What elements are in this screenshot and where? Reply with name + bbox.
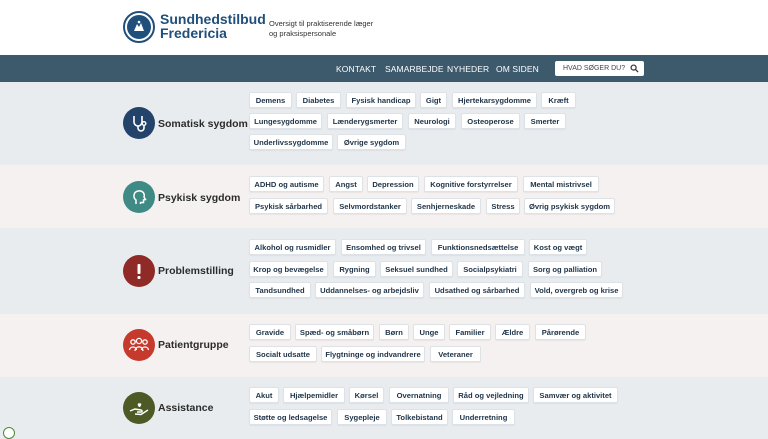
tag-button[interactable]: Kost og vægt [529,239,587,255]
tag-button[interactable]: Rygning [333,261,376,277]
search-input[interactable] [555,61,644,76]
tag-button[interactable]: Pårørende [535,324,586,340]
helping-hand-icon [123,392,155,424]
tag-button[interactable]: Råd og vejledning [453,387,529,403]
section-title-problemstilling: Problemstilling [158,265,234,277]
tag-button[interactable]: Vold, overgreb og krise [530,282,623,298]
tag-button[interactable]: Ældre [495,324,530,340]
tag-button[interactable]: Uddannelses- og arbejdsliv [315,282,424,298]
section-title-psykisk: Psykisk sygdom [158,192,241,204]
tag-button[interactable]: Socialt udsatte [249,346,317,362]
tag-button[interactable]: Fysisk handicap [346,92,416,108]
tag-button[interactable]: Unge [413,324,445,340]
tag-button[interactable]: Gravide [249,324,291,340]
people-group-icon [123,329,155,361]
tag-button[interactable]: Hjælpemidler [283,387,345,403]
nav-item-nyheder[interactable]: NYHEDER [447,64,490,74]
tag-button[interactable]: Samvær og aktivitet [533,387,618,403]
tag-button[interactable]: Senhjerneskade [411,198,481,214]
tag-button[interactable]: Neurologi [408,113,456,129]
tag-button[interactable]: Stress [486,198,520,214]
tag-button[interactable]: ADHD og autisme [249,176,324,192]
tag-button[interactable]: Øvrig psykisk sygdom [524,198,615,214]
tagline-line-2: og praksispersonale [269,29,337,38]
search-icon[interactable] [630,64,639,73]
tag-button[interactable]: Akut [249,387,279,403]
search-placeholder: HVAD SØGER DU? [563,65,626,72]
tag-button[interactable]: Overnatning [389,387,449,403]
tag-button[interactable]: Støtte og ledsagelse [249,409,332,425]
tag-button[interactable]: Funktionsnedsættelse [431,239,525,255]
section-psykisk [0,165,768,228]
tag-button[interactable]: Tandsundhed [249,282,311,298]
section-assistance [0,377,768,439]
tag-button[interactable]: Psykisk sårbarhed [249,198,328,214]
tag-button[interactable]: Tolkebistand [391,409,448,425]
tag-button[interactable]: Kørsel [349,387,384,403]
tag-button[interactable]: Smerter [524,113,566,129]
stethoscope-icon [123,107,155,139]
section-title-assistance: Assistance [158,402,214,414]
logo-icon[interactable] [123,11,155,43]
tag-button[interactable]: Sorg og palliation [528,261,602,277]
tag-button[interactable]: Flygtninge og indvandrere [321,346,425,362]
brand-line-2: Fredericia [160,25,227,41]
tag-button[interactable]: Sygepleje [337,409,387,425]
tag-button[interactable]: Underlivssygdomme [249,134,333,150]
tag-button[interactable]: Øvrige sygdom [337,134,406,150]
main-nav [0,55,768,82]
tag-button[interactable]: Selvmordstanker [333,198,407,214]
tag-button[interactable]: Kræft [541,92,576,108]
accessibility-badge-icon[interactable] [3,427,15,439]
tag-button[interactable]: Hjertekarsygdomme [452,92,537,108]
nav-item-samarbejde[interactable]: SAMARBEJDE [385,64,444,74]
site-header [0,0,768,55]
tag-button[interactable]: Depression [367,176,419,192]
tagline-line-1: Oversigt til praktiserende læger [269,19,374,28]
exclamation-icon [123,255,155,287]
tag-button[interactable]: Familier [449,324,491,340]
tag-button[interactable]: Ensomhed og trivsel [341,239,426,255]
tag-button[interactable]: Børn [379,324,409,340]
tag-button[interactable]: Udsathed og sårbarhed [429,282,525,298]
tag-button[interactable]: Osteoperose [461,113,520,129]
tag-button[interactable]: Diabetes [296,92,341,108]
tag-button[interactable]: Krop og bevægelse [249,261,328,277]
nav-item-om-siden[interactable]: OM SIDEN [496,64,539,74]
tag-button[interactable]: Demens [249,92,292,108]
section-title-patientgruppe: Patientgruppe [158,339,229,351]
head-profile-icon [123,181,155,213]
tag-button[interactable]: Spæd- og småbørn [295,324,374,340]
tag-button[interactable]: Lænderygsmerter [327,113,403,129]
site-tagline [269,19,373,39]
tag-button[interactable]: Gigt [420,92,447,108]
tag-button[interactable]: Kognitive forstyrrelser [424,176,518,192]
tag-button[interactable]: Seksuel sundhed [380,261,453,277]
tag-button[interactable]: Veteraner [430,346,481,362]
tag-button[interactable]: Mental mistrivsel [523,176,599,192]
nav-item-kontakt[interactable]: KONTAKT [336,64,377,74]
tag-button[interactable]: Alkohol og rusmidler [249,239,336,255]
tag-button[interactable]: Lungesygdomme [249,113,322,129]
brand-name[interactable] [160,12,266,40]
brand-line-1: Sundhedstilbud [160,11,266,27]
section-title-somatisk: Somatisk sygdom [158,118,248,130]
tag-button[interactable]: Socialpsykiatri [457,261,523,277]
tag-button[interactable]: Underretning [452,409,515,425]
tag-button[interactable]: Angst [329,176,363,192]
